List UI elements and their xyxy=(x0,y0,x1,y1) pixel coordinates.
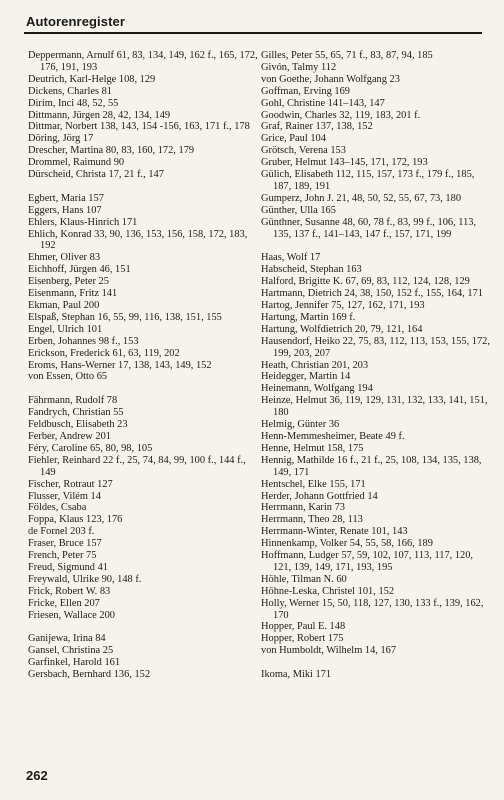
index-entry: Hartog, Jennifer 75, 127, 162, 171, 193 xyxy=(261,300,425,312)
index-entry: Hinnenkamp, Volker 54, 55, 58, 166, 189 xyxy=(261,538,433,550)
index-entry: Flusser, Vilém 14 xyxy=(28,490,101,502)
index-entry: Goffman, Erving 169 xyxy=(261,85,350,97)
index-entry: Drommel, Raimund 90 xyxy=(28,157,125,169)
index-entry: Fandrych, Christian 55 xyxy=(28,407,124,419)
index-entry: Ehlich, Konrad 33, 90, 136, 153, 156, 158, 172, 183, 192 xyxy=(28,228,248,252)
index-entry: Hoffmann, Ludger 57, 59, 102, 107, 113, 117, 120, 121, 139, 149, 171, 193, 195 xyxy=(261,550,474,573)
index-entry: Egbert, Maria 157 xyxy=(28,192,104,204)
index-entry: Fiehler, Reinhard 22 f., 25, 74, 84, 99, 100 f., 144 f., 149 xyxy=(28,454,246,478)
index-entry: Frick, Robert W. 83 xyxy=(28,585,111,597)
index-entry: Gülich, Elisabeth 112, 115, 157, 173 f., 179 f., 185, 187, 189, 191 xyxy=(261,169,475,192)
index-entry: Höhne-Leska, Christel 101, 152 xyxy=(261,585,395,597)
index-entry: Gersbach, Bernhard 136, 152 xyxy=(28,669,151,681)
index-entry: Deutrich, Karl-Helge 108, 129 xyxy=(28,73,156,85)
index-entry: Eisenmann, Fritz 141 xyxy=(28,288,118,300)
index-entry: Fischer, Rotraut 127 xyxy=(28,478,113,490)
index-entry: Henne, Helmut 158, 175 xyxy=(261,442,364,454)
index-entry: de Fornel 203 f. xyxy=(28,526,95,538)
index-entry: Gumperz, John J. 21, 48, 50, 52, 55, 67, 73, 180 xyxy=(261,192,462,204)
index-entry: Henn-Memmesheimer, Beate 49 f. xyxy=(261,430,405,442)
index-entry: Freud, Sigmund 41 xyxy=(28,561,108,573)
index-entry: French, Peter 75 xyxy=(28,550,97,562)
index-entry: Fricke, Ellen 207 xyxy=(28,597,100,609)
index-entry: Drescher, Martina 80, 83, 160, 172, 179 xyxy=(28,145,195,157)
header-rule xyxy=(24,32,482,34)
index-entry: Heinemann, Wolfgang 194 xyxy=(261,383,373,395)
index-entry: Hentschel, Elke 155, 171 xyxy=(261,478,366,490)
index-entry: Helmig, Günter 36 xyxy=(261,419,340,431)
index-entry: Eisenberg, Peter 25 xyxy=(28,276,109,288)
index-column-left xyxy=(28,50,258,681)
index-entry: Gansel, Christina 25 xyxy=(28,645,114,657)
index-entry: Dittmar, Norbert 138, 143, 154 -156, 163, 171 f., 178 xyxy=(28,121,250,133)
letter-group-gap xyxy=(28,621,258,633)
letter-group-gap xyxy=(261,241,493,253)
index-entry: Ganijewa, Irina 84 xyxy=(28,633,106,645)
index-entry: Holly, Werner 15, 50, 118, 127, 130, 133 f., 139, 162, 170 xyxy=(261,597,484,621)
index-entry: Halford, Brigitte K. 67, 69, 83, 112, 124, 128, 129 xyxy=(261,276,470,288)
index-entry: Haas, Wolf 17 xyxy=(261,252,321,264)
index-entry: Heinze, Helmut 36, 119, 129, 131, 132, 133, 141, 151, 180 xyxy=(261,395,488,419)
index-entry: Goodwin, Charles 32, 119, 183, 201 f. xyxy=(261,109,421,121)
index-entry: Grice, Paul 104 xyxy=(261,133,326,145)
index-entry: Ferber, Andrew 201 xyxy=(28,430,111,442)
index-entry: Erben, Johannes 98 f., 153 xyxy=(28,335,139,347)
index-entry: Dickens, Charles 81 xyxy=(28,85,112,97)
index-entry: Givón, Talmy 112 xyxy=(261,61,337,73)
index-entry: Garfinkel, Harold 161 xyxy=(28,657,121,669)
index-entry: Gruber, Helmut 143–145, 171, 172, 193 xyxy=(261,157,428,169)
index-entry: von Goethe, Johann Wolfgang 23 xyxy=(261,73,400,85)
index-entry: von Essen, Otto 65 xyxy=(28,371,108,383)
index-entry: Friesen, Wallace 200 xyxy=(28,609,115,621)
index-entry: Eroms, Hans-Werner 17, 138, 143, 149, 152 xyxy=(28,359,212,371)
index-entry: Hennig, Mathilde 16 f., 21 f., 25, 108, 134, 135, 138, 149, 171 xyxy=(261,454,482,478)
index-entry: Ekman, Paul 200 xyxy=(28,300,100,312)
index-entry: Gohl, Christine 141–143, 147 xyxy=(261,97,385,109)
index-entry: Fraser, Bruce 157 xyxy=(28,538,102,550)
index-entry: Dürscheid, Christa 17, 21 f., 147 xyxy=(28,169,164,181)
index-entry: Freywald, Ulrike 90, 148 f. xyxy=(28,573,142,585)
index-entry: Hartung, Martin 169 f. xyxy=(261,311,356,323)
index-entry: Graf, Rainer 137, 138, 152 xyxy=(261,121,373,133)
index-entry: Günther, Ulla 165 xyxy=(261,204,336,216)
index-entry: Günthner, Susanne 48, 60, 78 f., 83, 99 f., 106, 113, 135, 137 f., 141–143, 147 f., 157, 171, 199 xyxy=(261,216,477,240)
index-entry: Heath, Christian 201, 203 xyxy=(261,359,369,371)
index-entry: Herrmann, Theo 28, 113 xyxy=(261,514,363,526)
index-entry: Hausendorf, Heiko 22, 75, 83, 112, 113, 153, 155, 172, 199, 203, 207 xyxy=(261,335,490,359)
index-entry: Heidegger, Martin 14 xyxy=(261,371,351,383)
index-entry: Eggers, Hans 107 xyxy=(28,204,102,216)
index-entry: Féry, Caroline 65, 80, 98, 105 xyxy=(28,442,153,454)
letter-group-gap xyxy=(261,657,493,669)
index-entry: Ehlers, Klaus-Hinrich 171 xyxy=(28,216,138,228)
index-entry: Herrmann, Karin 73 xyxy=(261,502,345,514)
index-entry: Hartung, Wolfdietrich 20, 79, 121, 164 xyxy=(261,323,423,335)
index-entry: Ikoma, Miki 171 xyxy=(261,669,332,681)
index-entry: Hartmann, Dietrich 24, 38, 150, 152 f., 155, 164, 171 xyxy=(261,288,483,300)
index-entry: Höhle, Tilman N. 60 xyxy=(261,573,347,585)
index-entry: Dirim, Inci 48, 52, 55 xyxy=(28,97,119,109)
index-entry: Eichhoff, Jürgen 46, 151 xyxy=(28,264,131,276)
index-entry: Habscheid, Stephan 163 xyxy=(261,264,362,276)
index-entry: Hopper, Paul E. 148 xyxy=(261,621,346,633)
index-entry: Gilles, Peter 55, 65, 71 f., 83, 87, 94, 185 xyxy=(261,50,433,61)
index-entry: Fährmann, Rudolf 78 xyxy=(28,395,118,407)
index-entry: Földes, Csaba xyxy=(28,502,87,514)
index-entry: Herrmann-Winter, Renate 101, 143 xyxy=(261,526,408,538)
index-entry: Dittmann, Jürgen 28, 42, 134, 149 xyxy=(28,109,171,121)
index-entry: Erickson, Frederick 61, 63, 119, 202 xyxy=(28,347,180,359)
running-header: Autorenregister xyxy=(26,14,126,29)
index-entry: Hopper, Robert 175 xyxy=(261,633,344,645)
index-entry: Herder, Johann Gottfried 14 xyxy=(261,490,378,502)
index-entry: Grötsch, Verena 153 xyxy=(261,145,346,157)
letter-group-gap xyxy=(28,181,258,193)
index-entry: Elspaß, Stephan 16, 55, 99, 116, 138, 151, 155 xyxy=(28,311,222,323)
index-entry: Foppa, Klaus 123, 176 xyxy=(28,514,123,526)
index-entry: Ehmer, Oliver 83 xyxy=(28,252,101,264)
index-entry: Deppermann, Arnulf 61, 83, 134, 149, 162 f., 165, 172, 176, 191, 193 xyxy=(28,50,258,73)
index-entry: Feldbusch, Elisabeth 23 xyxy=(28,419,128,431)
index-entry: von Humboldt, Wilhelm 14, 167 xyxy=(261,645,397,657)
index-entry: Engel, Ulrich 101 xyxy=(28,323,103,335)
letter-group-gap xyxy=(28,383,258,395)
index-entry: Döring, Jörg 17 xyxy=(28,133,94,145)
index-column-right xyxy=(261,50,493,681)
page-number: 262 xyxy=(26,768,48,783)
